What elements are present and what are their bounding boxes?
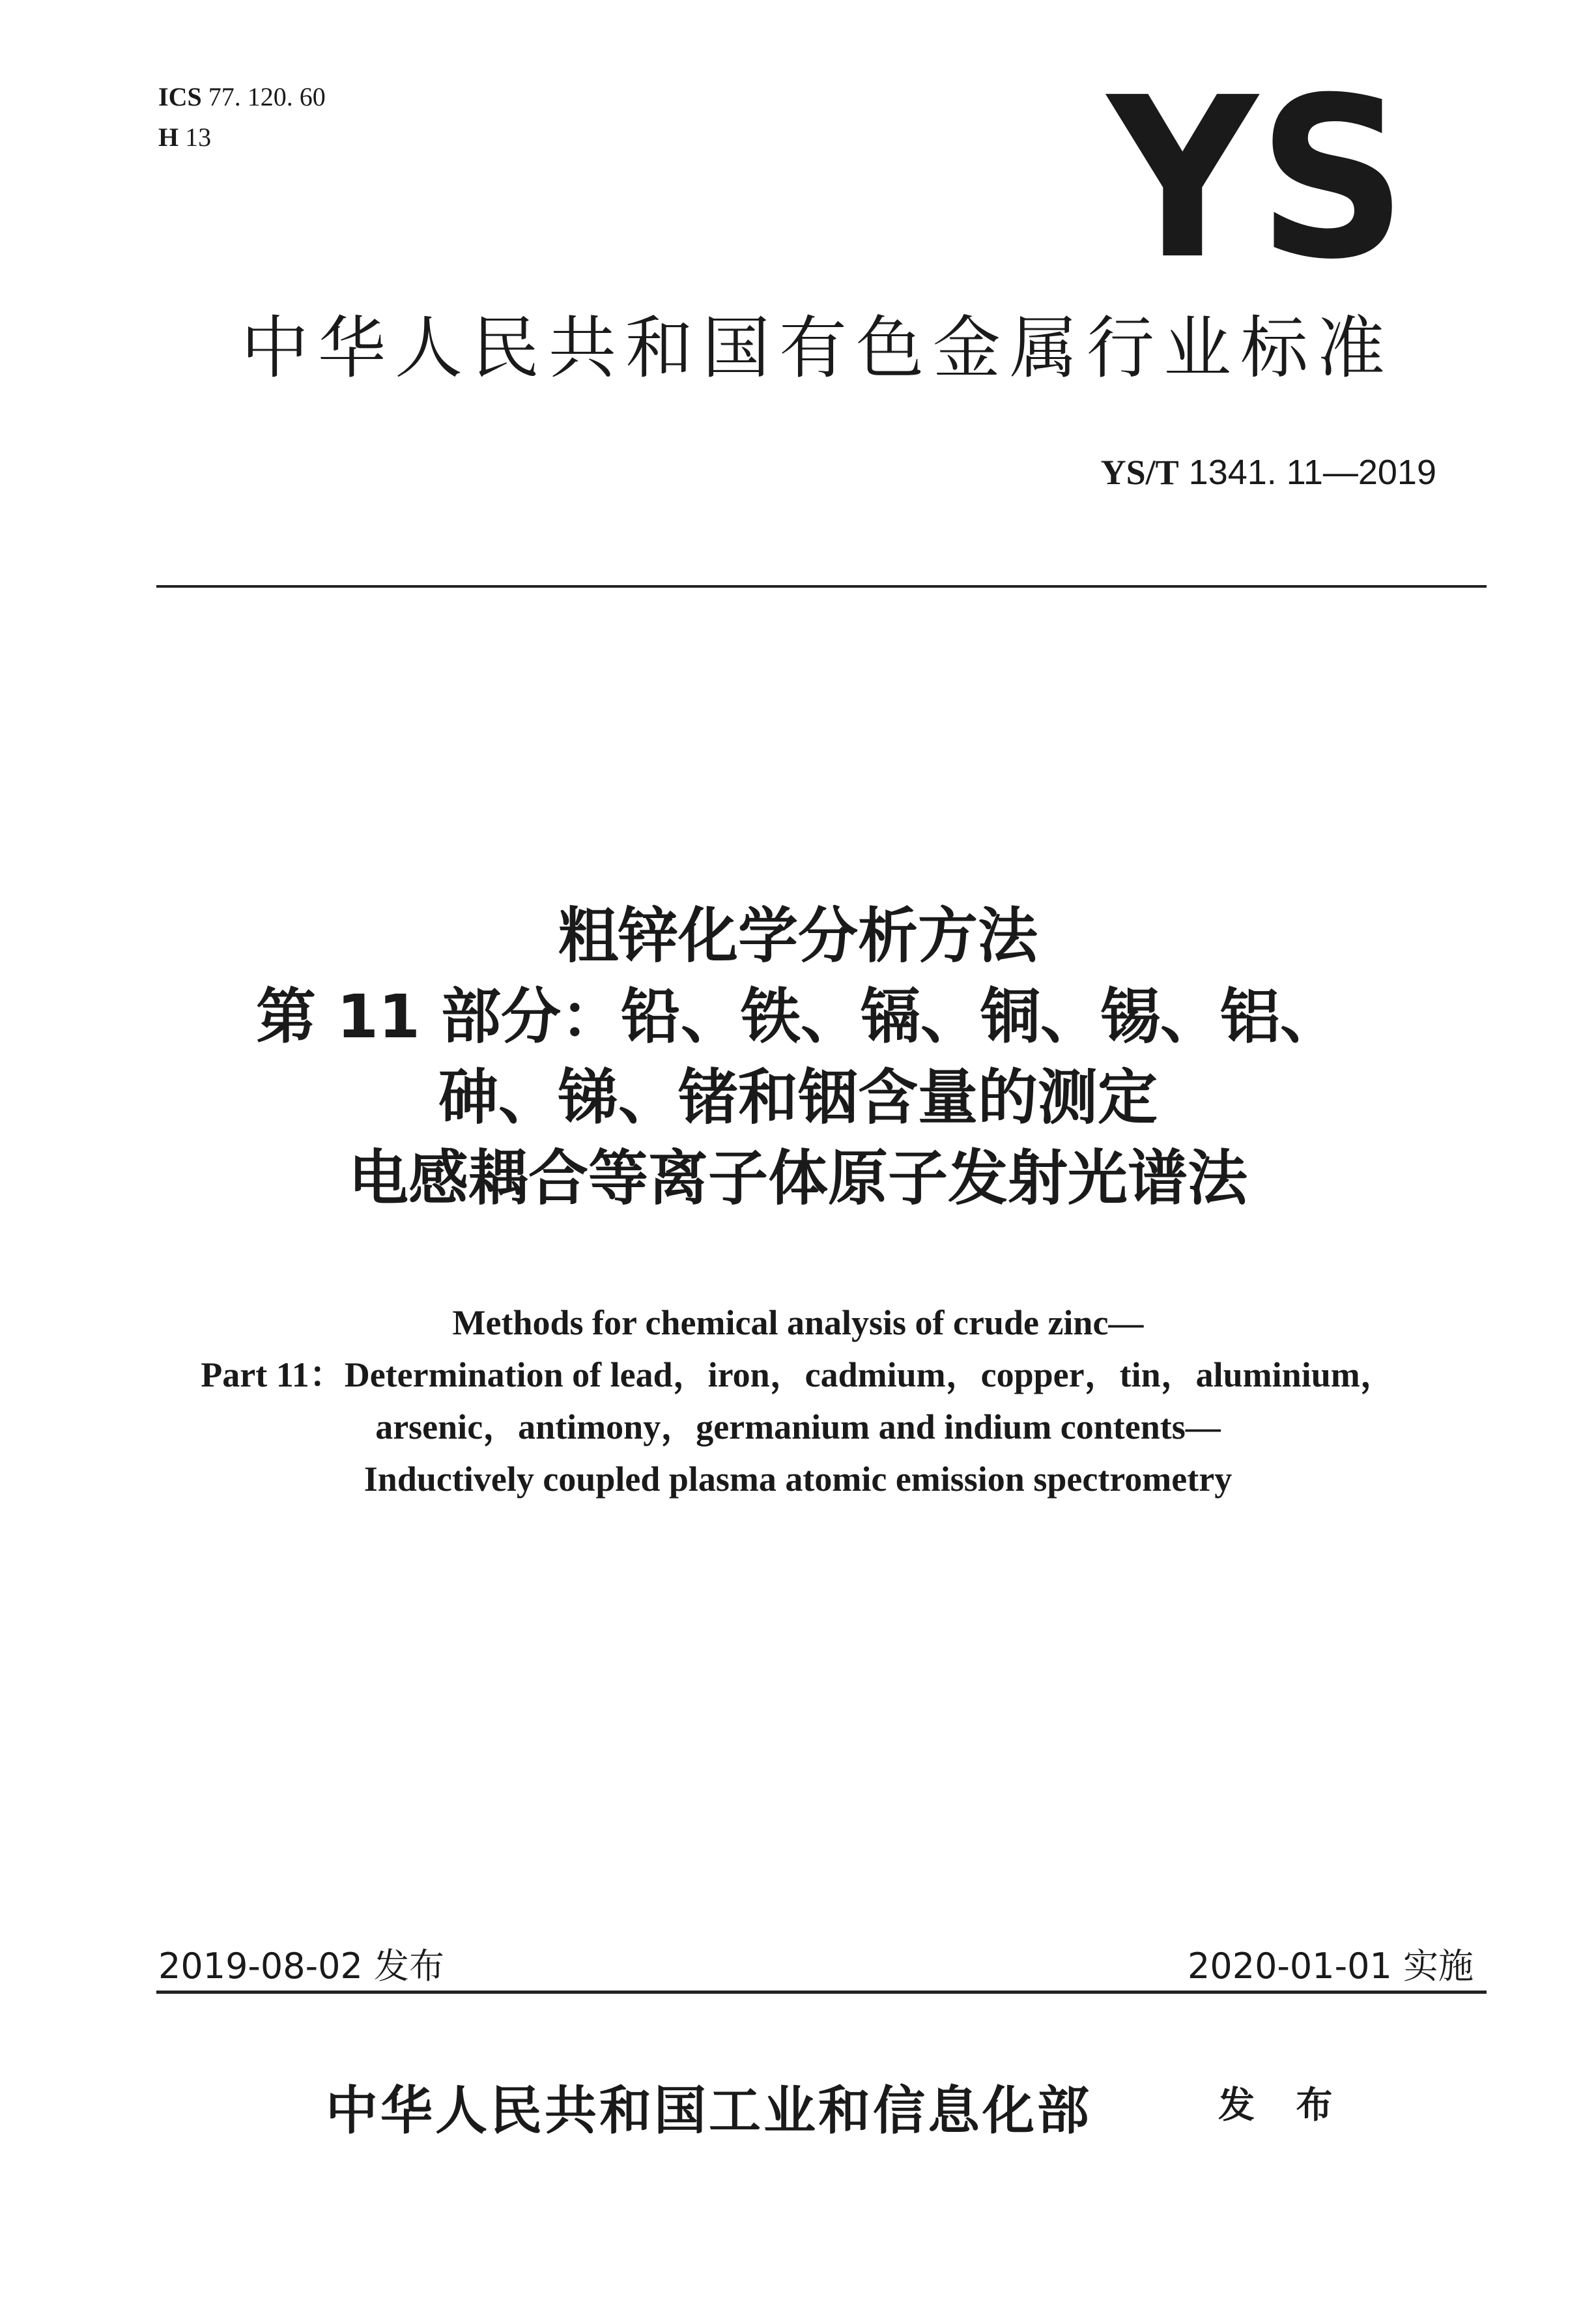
chinese-title-line: 电感耦合等离子体原子发射光谱法: [348, 1143, 1247, 1213]
issuing-label: 发 布: [1218, 2084, 1347, 2127]
ics-code: 77. 120. 60: [208, 82, 326, 111]
classification-codes: [158, 77, 326, 158]
ics-label: ICS: [158, 82, 202, 111]
ics-code-line: [158, 77, 326, 117]
chinese-title-line: 粗锌化学分析方法: [558, 901, 1038, 971]
chinese-title-line: 第 11 部分：铅、铁、镉、铜、锡、铝、: [255, 982, 1341, 1052]
ccs-label: H: [158, 122, 179, 152]
implementation-date: 2020-01-01 实施: [1188, 1946, 1474, 1987]
english-title-line: Part 11：Determination of lead，iron，cadmium，copper，tin，aluminium，: [201, 1355, 1395, 1394]
english-title-line: Inductively coupled plasma atomic emission spectrometry: [363, 1459, 1233, 1499]
ccs-code: 13: [185, 122, 212, 152]
standard-prefix: YS/T: [1100, 453, 1179, 492]
ys-logo-text: YS: [1104, 85, 1407, 280]
ys-logo: [1101, 85, 1414, 280]
bottom-divider: [156, 1991, 1487, 1994]
chinese-title-line: 砷、锑、锗和铟含量的测定: [438, 1063, 1158, 1132]
english-title-line: Methods for chemical analysis of crude zinc—: [452, 1303, 1144, 1342]
standard-number: [1101, 452, 1436, 493]
issuing-authority: 中华人民共和国工业和信息化部: [326, 2080, 1092, 2141]
english-title-line: arsenic，antimony，germanium and indium contents—: [375, 1407, 1221, 1446]
chinese-title: [130, 896, 1466, 1219]
top-divider: [156, 585, 1487, 588]
industry-standard-title: 中华人民共和国有色金属行业标准: [240, 308, 1394, 388]
ccs-code-line: [158, 117, 326, 158]
english-title: [130, 1297, 1466, 1505]
standard-number-value: 1341. 11—2019: [1188, 453, 1436, 492]
issue-date: 2019-08-02 发布: [158, 1946, 444, 1987]
